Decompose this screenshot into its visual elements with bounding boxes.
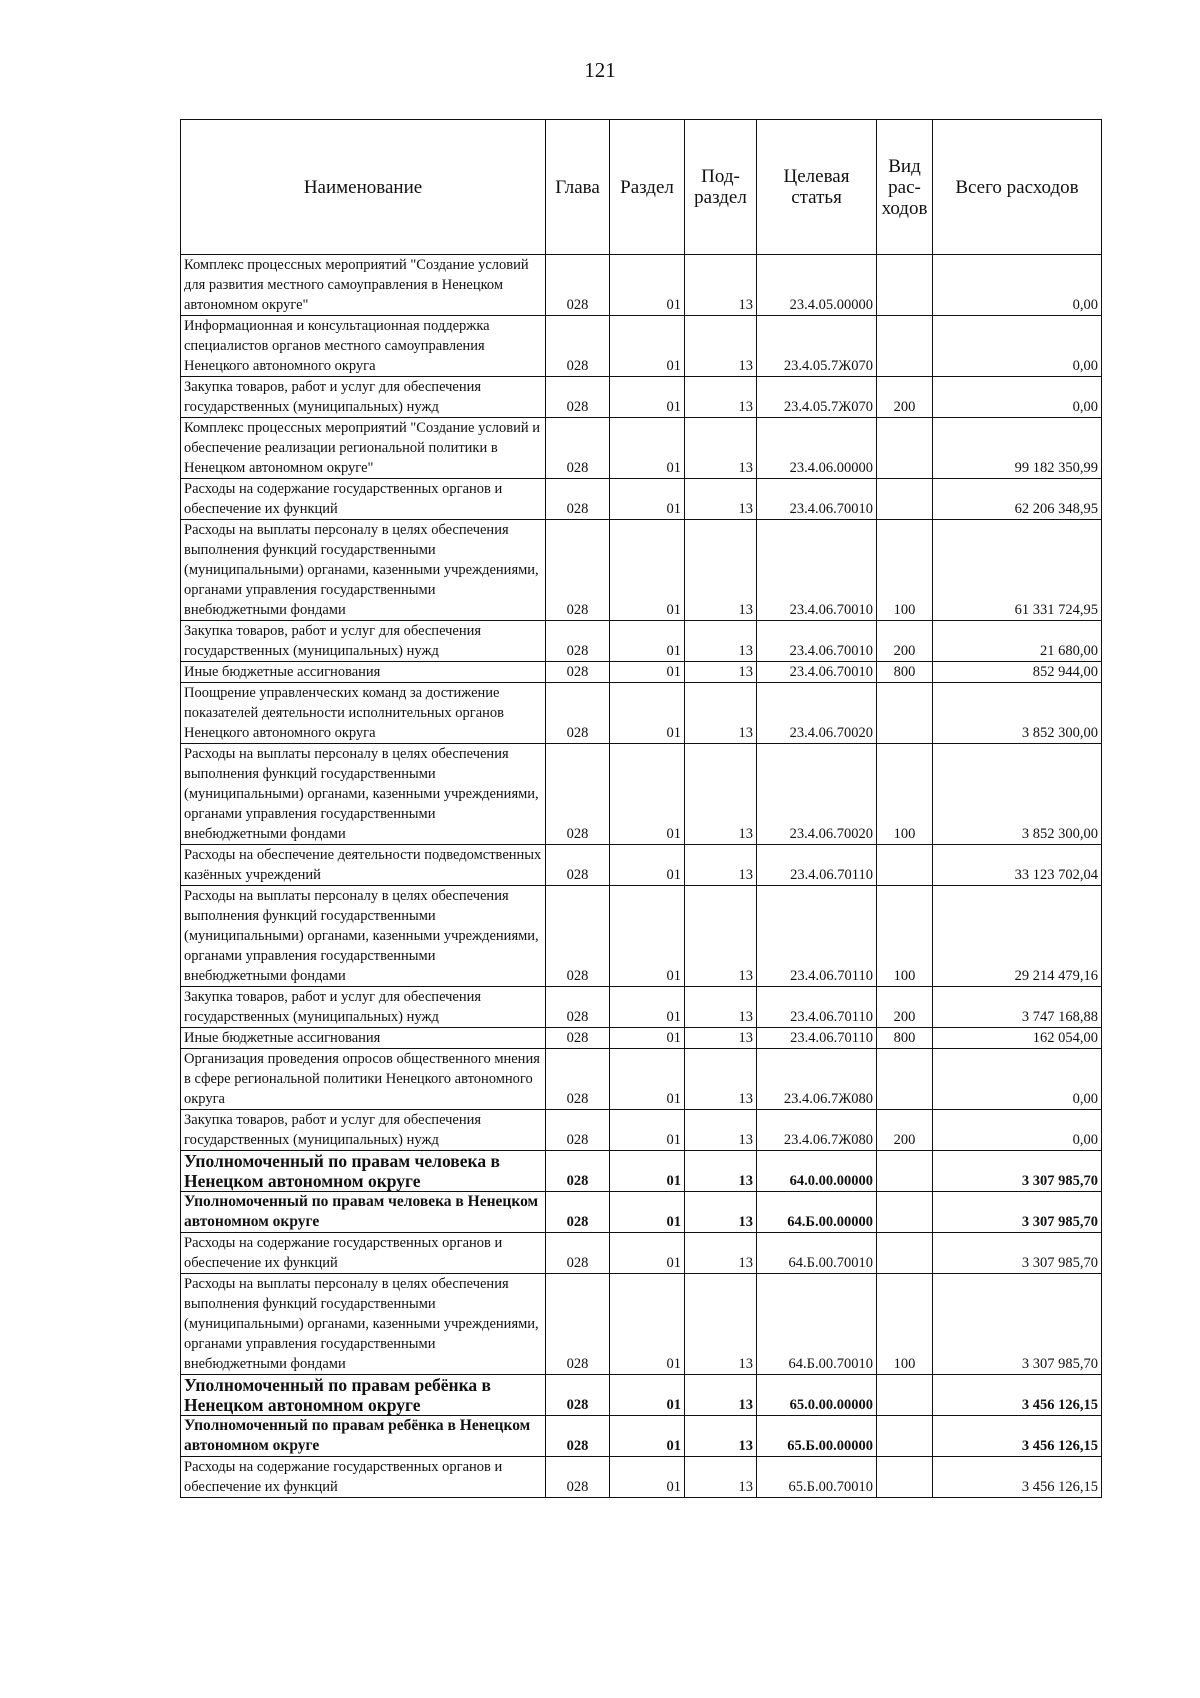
cell-glava: 028 xyxy=(546,621,610,662)
cell-glava: 028 xyxy=(546,886,610,987)
table-row xyxy=(181,316,1102,377)
cell-expense-type xyxy=(877,316,933,377)
cell-podrazdel: 13 xyxy=(685,1233,757,1274)
cell-name: Расходы на выплаты персоналу в целях обеспечения выполнения функций государственными (муниципальными) органами, казенными учреждениями, органами управления государственными внебюджетными фондами xyxy=(181,744,546,845)
cell-glava: 028 xyxy=(546,255,610,316)
cell-target-article: 65.0.00.00000 xyxy=(757,1375,877,1416)
cell-expense-type xyxy=(877,1375,933,1416)
cell-total: 3 307 985,70 xyxy=(933,1192,1102,1233)
cell-razdel: 01 xyxy=(610,1416,685,1457)
cell-razdel: 01 xyxy=(610,1049,685,1110)
cell-total: 0,00 xyxy=(933,1049,1102,1110)
cell-glava: 028 xyxy=(546,1049,610,1110)
cell-podrazdel: 13 xyxy=(685,316,757,377)
cell-name: Закупка товаров, работ и услуг для обеспечения государственных (муниципальных) нужд xyxy=(181,987,546,1028)
cell-target-article: 65.Б.00.70010 xyxy=(757,1457,877,1498)
cell-glava: 028 xyxy=(546,316,610,377)
cell-name: Расходы на содержание государственных органов и обеспечение их функций xyxy=(181,1233,546,1274)
cell-razdel: 01 xyxy=(610,316,685,377)
cell-name: Уполномоченный по правам ребёнка в Ненецком автономном округе xyxy=(181,1375,546,1416)
cell-podrazdel: 13 xyxy=(685,744,757,845)
expense-table xyxy=(180,119,1102,1498)
cell-expense-type: 200 xyxy=(877,621,933,662)
cell-podrazdel: 13 xyxy=(685,1274,757,1375)
cell-podrazdel: 13 xyxy=(685,845,757,886)
cell-expense-type: 200 xyxy=(877,987,933,1028)
cell-total: 0,00 xyxy=(933,377,1102,418)
table-row xyxy=(181,418,1102,479)
cell-name: Расходы на выплаты персоналу в целях обеспечения выполнения функций государственными (муниципальными) органами, казенными учреждениями, органами управления государственными внебюджетными фондами xyxy=(181,1274,546,1375)
cell-expense-type xyxy=(877,1233,933,1274)
cell-razdel: 01 xyxy=(610,987,685,1028)
cell-total: 3 307 985,70 xyxy=(933,1233,1102,1274)
table-row xyxy=(181,377,1102,418)
cell-target-article: 64.Б.00.70010 xyxy=(757,1233,877,1274)
cell-glava: 028 xyxy=(546,418,610,479)
cell-target-article: 23.4.06.70010 xyxy=(757,479,877,520)
cell-podrazdel: 13 xyxy=(685,683,757,744)
cell-total: 99 182 350,99 xyxy=(933,418,1102,479)
cell-target-article: 23.4.06.70010 xyxy=(757,520,877,621)
table-row xyxy=(181,1028,1102,1049)
cell-podrazdel: 13 xyxy=(685,1192,757,1233)
cell-razdel: 01 xyxy=(610,1151,685,1192)
cell-total: 162 054,00 xyxy=(933,1028,1102,1049)
cell-razdel: 01 xyxy=(610,744,685,845)
cell-name: Организация проведения опросов общественного мнения в сфере региональной политики Ненецкого автономного округа xyxy=(181,1049,546,1110)
table-body xyxy=(181,255,1102,1498)
cell-name: Уполномоченный по правам ребёнка в Ненецком автономном округе xyxy=(181,1416,546,1457)
cell-name: Расходы на содержание государственных органов и обеспечение их функций xyxy=(181,1457,546,1498)
table-row xyxy=(181,683,1102,744)
cell-razdel: 01 xyxy=(610,520,685,621)
cell-total: 3 852 300,00 xyxy=(933,744,1102,845)
cell-target-article: 23.4.05.7Ж070 xyxy=(757,316,877,377)
cell-name: Расходы на содержание государственных органов и обеспечение их функций xyxy=(181,479,546,520)
cell-name: Закупка товаров, работ и услуг для обеспечения государственных (муниципальных) нужд xyxy=(181,621,546,662)
table-row xyxy=(181,1274,1102,1375)
cell-total: 852 944,00 xyxy=(933,662,1102,683)
cell-glava: 028 xyxy=(546,1274,610,1375)
cell-expense-type xyxy=(877,1457,933,1498)
cell-total: 0,00 xyxy=(933,255,1102,316)
header-name: Наименование xyxy=(181,120,546,255)
cell-glava: 028 xyxy=(546,1233,610,1274)
cell-expense-type xyxy=(877,845,933,886)
cell-razdel: 01 xyxy=(610,1192,685,1233)
cell-target-article: 64.0.00.00000 xyxy=(757,1151,877,1192)
cell-total: 3 307 985,70 xyxy=(933,1151,1102,1192)
cell-expense-type xyxy=(877,1416,933,1457)
cell-name: Комплекс процессных мероприятий "Создание условий для развития местного самоуправления в Ненецком автономном округе" xyxy=(181,255,546,316)
cell-total: 3 747 168,88 xyxy=(933,987,1102,1028)
header-glava: Глава xyxy=(546,120,610,255)
cell-razdel: 01 xyxy=(610,418,685,479)
cell-expense-type: 200 xyxy=(877,377,933,418)
cell-podrazdel: 13 xyxy=(685,520,757,621)
cell-razdel: 01 xyxy=(610,621,685,662)
table-row xyxy=(181,479,1102,520)
cell-total: 0,00 xyxy=(933,316,1102,377)
cell-expense-type: 200 xyxy=(877,1110,933,1151)
cell-razdel: 01 xyxy=(610,255,685,316)
cell-name: Расходы на выплаты персоналу в целях обеспечения выполнения функций государственными (муниципальными) органами, казенными учреждениями, органами управления государственными внебюджетными фондами xyxy=(181,886,546,987)
table-row xyxy=(181,255,1102,316)
cell-glava: 028 xyxy=(546,662,610,683)
cell-target-article: 23.4.06.70020 xyxy=(757,744,877,845)
header-podrazdel: Под- раздел xyxy=(685,120,757,255)
cell-target-article: 23.4.06.70110 xyxy=(757,845,877,886)
cell-name: Закупка товаров, работ и услуг для обеспечения государственных (муниципальных) нужд xyxy=(181,1110,546,1151)
cell-razdel: 01 xyxy=(610,845,685,886)
cell-razdel: 01 xyxy=(610,662,685,683)
cell-name: Иные бюджетные ассигнования xyxy=(181,662,546,683)
table-row xyxy=(181,1233,1102,1274)
cell-razdel: 01 xyxy=(610,1110,685,1151)
header-total: Всего расходов xyxy=(933,120,1102,255)
cell-expense-type: 800 xyxy=(877,662,933,683)
cell-total: 62 206 348,95 xyxy=(933,479,1102,520)
cell-glava: 028 xyxy=(546,1192,610,1233)
cell-podrazdel: 13 xyxy=(685,886,757,987)
cell-expense-type xyxy=(877,255,933,316)
cell-podrazdel: 13 xyxy=(685,255,757,316)
cell-podrazdel: 13 xyxy=(685,1375,757,1416)
cell-target-article: 23.4.06.70020 xyxy=(757,683,877,744)
cell-name: Уполномоченный по правам человека в Ненецком автономном округе xyxy=(181,1192,546,1233)
table-row xyxy=(181,1457,1102,1498)
cell-razdel: 01 xyxy=(610,886,685,987)
table-row xyxy=(181,621,1102,662)
cell-name: Закупка товаров, работ и услуг для обеспечения государственных (муниципальных) нужд xyxy=(181,377,546,418)
cell-glava: 028 xyxy=(546,1457,610,1498)
table-row xyxy=(181,886,1102,987)
cell-total: 33 123 702,04 xyxy=(933,845,1102,886)
cell-razdel: 01 xyxy=(610,1457,685,1498)
table-row xyxy=(181,1416,1102,1457)
cell-name: Комплекс процессных мероприятий "Создание условий и обеспечение реализации региональной политики в Ненецком автономном округе" xyxy=(181,418,546,479)
cell-expense-type xyxy=(877,1049,933,1110)
cell-target-article: 23.4.06.70010 xyxy=(757,621,877,662)
cell-expense-type: 100 xyxy=(877,886,933,987)
header-vid: Вид рас- ходов xyxy=(877,120,933,255)
cell-podrazdel: 13 xyxy=(685,621,757,662)
cell-target-article: 23.4.06.70110 xyxy=(757,987,877,1028)
cell-glava: 028 xyxy=(546,1416,610,1457)
cell-razdel: 01 xyxy=(610,683,685,744)
cell-podrazdel: 13 xyxy=(685,662,757,683)
table-row xyxy=(181,520,1102,621)
cell-glava: 028 xyxy=(546,845,610,886)
cell-total: 29 214 479,16 xyxy=(933,886,1102,987)
cell-podrazdel: 13 xyxy=(685,377,757,418)
cell-total: 0,00 xyxy=(933,1110,1102,1151)
cell-razdel: 01 xyxy=(610,1028,685,1049)
cell-expense-type xyxy=(877,479,933,520)
cell-total: 3 456 126,15 xyxy=(933,1375,1102,1416)
cell-target-article: 23.4.05.00000 xyxy=(757,255,877,316)
table-row xyxy=(181,1192,1102,1233)
cell-name: Информационная и консультационная поддержка специалистов органов местного самоуправления Ненецкого автономного округа xyxy=(181,316,546,377)
table-row xyxy=(181,987,1102,1028)
cell-razdel: 01 xyxy=(610,1375,685,1416)
cell-podrazdel: 13 xyxy=(685,479,757,520)
table-row xyxy=(181,1375,1102,1416)
cell-podrazdel: 13 xyxy=(685,1416,757,1457)
cell-total: 21 680,00 xyxy=(933,621,1102,662)
cell-razdel: 01 xyxy=(610,1233,685,1274)
cell-total: 3 456 126,15 xyxy=(933,1416,1102,1457)
cell-expense-type xyxy=(877,418,933,479)
cell-podrazdel: 13 xyxy=(685,1110,757,1151)
table-row xyxy=(181,845,1102,886)
cell-expense-type: 100 xyxy=(877,744,933,845)
table-row xyxy=(181,744,1102,845)
cell-glava: 028 xyxy=(546,683,610,744)
cell-razdel: 01 xyxy=(610,1274,685,1375)
cell-name: Иные бюджетные ассигнования xyxy=(181,1028,546,1049)
table-row xyxy=(181,1110,1102,1151)
table-header-row xyxy=(181,120,1102,255)
cell-podrazdel: 13 xyxy=(685,1151,757,1192)
cell-target-article: 23.4.06.70010 xyxy=(757,662,877,683)
cell-target-article: 23.4.06.7Ж080 xyxy=(757,1049,877,1110)
table-row xyxy=(181,1151,1102,1192)
cell-expense-type xyxy=(877,1192,933,1233)
cell-podrazdel: 13 xyxy=(685,987,757,1028)
cell-glava: 028 xyxy=(546,1375,610,1416)
cell-podrazdel: 13 xyxy=(685,1049,757,1110)
cell-expense-type xyxy=(877,1151,933,1192)
cell-razdel: 01 xyxy=(610,479,685,520)
cell-name: Уполномоченный по правам человека в Ненецком автономном округе xyxy=(181,1151,546,1192)
cell-total: 3 852 300,00 xyxy=(933,683,1102,744)
page-number: 121 xyxy=(584,58,616,82)
cell-expense-type xyxy=(877,683,933,744)
cell-total: 61 331 724,95 xyxy=(933,520,1102,621)
cell-glava: 028 xyxy=(546,377,610,418)
cell-target-article: 64.Б.00.70010 xyxy=(757,1274,877,1375)
cell-glava: 028 xyxy=(546,1110,610,1151)
cell-podrazdel: 13 xyxy=(685,1028,757,1049)
cell-podrazdel: 13 xyxy=(685,1457,757,1498)
cell-target-article: 65.Б.00.00000 xyxy=(757,1416,877,1457)
cell-name: Расходы на обеспечение деятельности подведомственных казённых учреждений xyxy=(181,845,546,886)
header-razdel: Раздел xyxy=(610,120,685,255)
cell-expense-type: 100 xyxy=(877,1274,933,1375)
cell-expense-type: 100 xyxy=(877,520,933,621)
cell-podrazdel: 13 xyxy=(685,418,757,479)
cell-glava: 028 xyxy=(546,479,610,520)
cell-total: 3 307 985,70 xyxy=(933,1274,1102,1375)
cell-target-article: 23.4.05.7Ж070 xyxy=(757,377,877,418)
table-row xyxy=(181,662,1102,683)
cell-target-article: 23.4.06.70110 xyxy=(757,1028,877,1049)
cell-target-article: 64.Б.00.00000 xyxy=(757,1192,877,1233)
cell-razdel: 01 xyxy=(610,377,685,418)
cell-target-article: 23.4.06.70110 xyxy=(757,886,877,987)
cell-total: 3 456 126,15 xyxy=(933,1457,1102,1498)
cell-glava: 028 xyxy=(546,1028,610,1049)
cell-target-article: 23.4.06.00000 xyxy=(757,418,877,479)
cell-expense-type: 800 xyxy=(877,1028,933,1049)
cell-name: Расходы на выплаты персоналу в целях обеспечения выполнения функций государственными (муниципальными) органами, казенными учреждениями, органами управления государственными внебюджетными фондами xyxy=(181,520,546,621)
cell-target-article: 23.4.06.7Ж080 xyxy=(757,1110,877,1151)
cell-glava: 028 xyxy=(546,987,610,1028)
table-row xyxy=(181,1049,1102,1110)
cell-glava: 028 xyxy=(546,520,610,621)
cell-glava: 028 xyxy=(546,1151,610,1192)
cell-glava: 028 xyxy=(546,744,610,845)
cell-name: Поощрение управленческих команд за достижение показателей деятельности исполнительных органов Ненецкого автономного округа xyxy=(181,683,546,744)
header-article: Целевая статья xyxy=(757,120,877,255)
